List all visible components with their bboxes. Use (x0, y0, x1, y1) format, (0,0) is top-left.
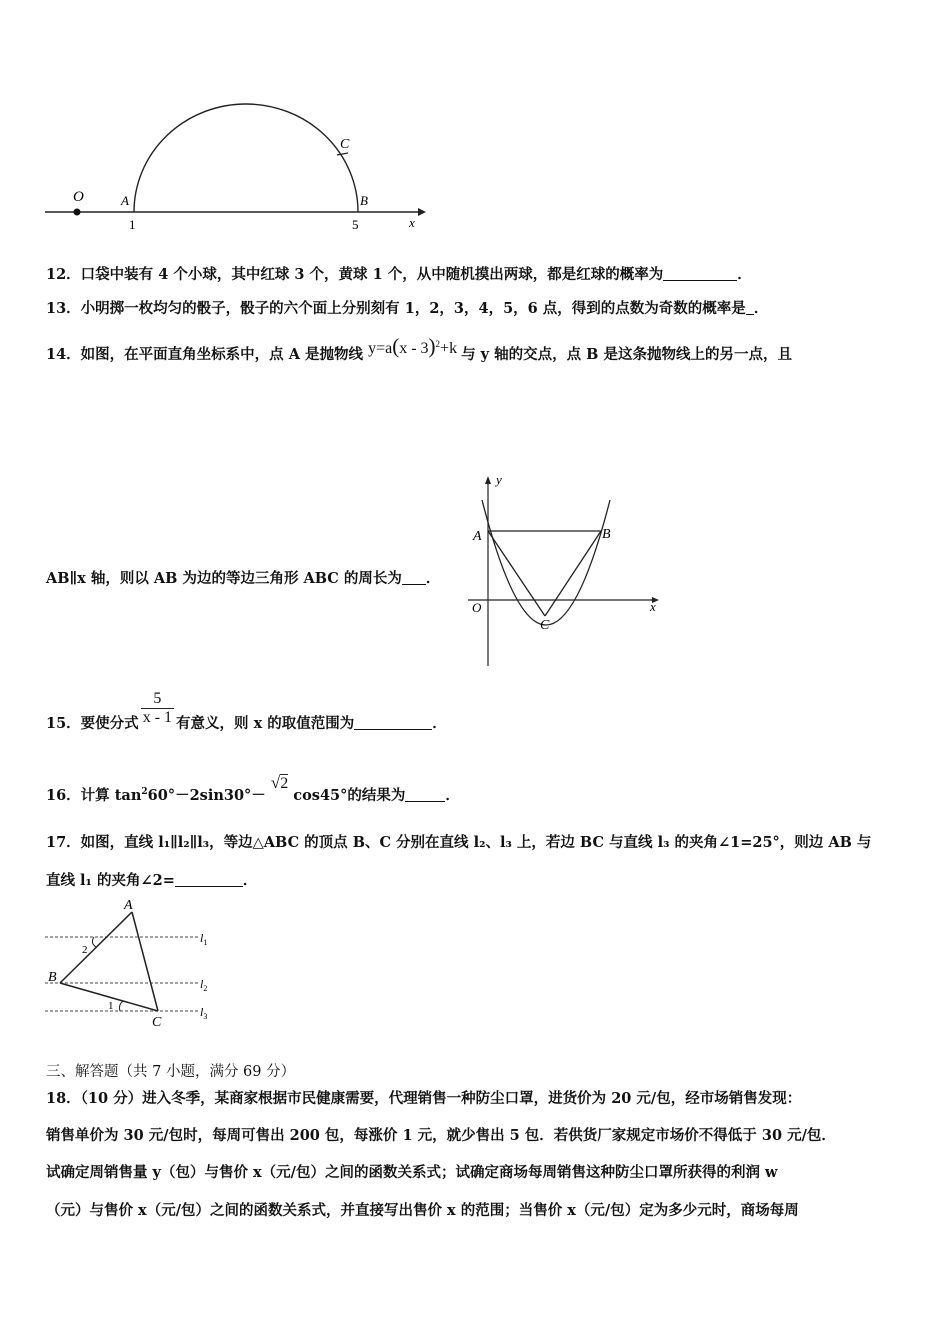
label-c: C (540, 618, 550, 633)
q12-end: ． (737, 266, 752, 283)
q14-formula-b: x - 3 (399, 340, 429, 357)
q14-formula-exp: 2 (435, 339, 441, 349)
label-o: O (73, 189, 84, 205)
q14-text-a: 14．如图，在平面直角坐标系中，点 A 是抛物线 (46, 346, 364, 363)
q14-formula-a: y=a (368, 340, 393, 357)
segment-ac (488, 531, 545, 616)
q15-text: 15．要使分式 (46, 715, 139, 732)
q14-text-c: AB∥x 轴，则以 AB 为边的等边三角形 ABC 的周长为 (46, 570, 402, 587)
question-17 (46, 831, 871, 852)
q17-text-a: 17．如图，直线 l₁∥l₂∥l₃，等边△ABC 的顶点 B、C 分别在直线 l₂、l₃ 上，若边 BC 与直线 l₃ 的夹角∠1=25°，则边 AB 与 (46, 834, 872, 851)
label-a: A (121, 193, 129, 208)
label-b: B (360, 193, 368, 208)
label-o: O (472, 600, 482, 615)
label-b: B (602, 527, 611, 542)
parabola-curve (482, 500, 610, 625)
label-b: B (48, 970, 57, 985)
semicircle-arc (134, 104, 358, 212)
point-o-dot (74, 209, 81, 216)
label-c: C (152, 1015, 162, 1030)
y-axis-arrow-icon (485, 476, 491, 484)
q15-fraction (141, 690, 174, 727)
question-18-line-4 (46, 1199, 799, 1220)
q16-text: 16．计算 tan (46, 787, 142, 804)
q14-answer-blank[interactable] (402, 570, 426, 585)
side-ac (132, 912, 158, 1011)
side-ab (60, 912, 132, 983)
q16-text-c: cos45°的结果为 (293, 787, 406, 804)
arrow-head-icon (418, 208, 426, 216)
label-x: x (409, 215, 415, 230)
q13-end: ． (753, 300, 769, 317)
q17-text-b: 直线 l₁ 的夹角∠2= (46, 872, 175, 889)
question-18-line-2 (46, 1124, 836, 1145)
question-12 (46, 263, 752, 284)
q16-sqrt: √2 (270, 773, 289, 792)
label-y: y (496, 472, 502, 487)
q16-exp: 2 (141, 787, 148, 797)
angle-label-1: 1 (108, 1000, 114, 1012)
q14-formula-c: +k (440, 340, 458, 357)
section-3-heading (46, 1060, 295, 1081)
q17-answer-blank[interactable] (175, 872, 243, 887)
q16-answer-blank[interactable] (405, 787, 445, 802)
question-13 (46, 297, 768, 318)
angle-2-arc (92, 937, 96, 947)
label-a: A (473, 529, 482, 544)
q14-end: ． (425, 570, 441, 587)
q15-numerator: 5 (153, 690, 162, 707)
q16-text-b: 60°－2sin30°－ (147, 787, 266, 804)
label-l2: $l_2$ (200, 977, 208, 993)
question-14 (46, 334, 792, 365)
section-3-title: 三、解答题（共 7 小题，满分 69 分） (46, 1064, 296, 1080)
label-c: C (340, 137, 350, 152)
arc-tick-c (337, 153, 348, 155)
q13-answer-blank[interactable] (746, 300, 754, 315)
question-18-line-1 (46, 1087, 801, 1108)
figure-parabola-triangle (460, 470, 670, 670)
q16-end: ． (445, 787, 460, 804)
q17-end: ． (242, 872, 258, 889)
q15-denominator: x - 1 (142, 709, 173, 726)
q12-text: 12．口袋中装有 4 个小球，其中红球 3 个，黄球 1 个，从中随机摸出两球，都是红球的概率为 (46, 266, 664, 283)
question-16 (46, 773, 460, 805)
q12-answer-blank[interactable] (663, 266, 737, 281)
label-x: x (650, 599, 656, 614)
q18-line-2: 销售单价为 30 元/包时，每周可售出 200 包，每涨价 1 元，就少售出 5 包．若供货厂家规定市场价不得低于 30 元/包． (46, 1127, 836, 1144)
figure-parallel-lines-triangle (40, 895, 230, 1035)
q15-end: ． (432, 715, 447, 732)
q18-line-4: （元）与售价 x（元/包）之间的函数关系式，并直接写出售价 x 的范围；当售价 x（元/包）定为多少元时，商场每周 (46, 1202, 799, 1219)
question-18-line-3 (46, 1161, 778, 1182)
tick-label-1: 1 (129, 217, 136, 232)
label-a: A (124, 898, 133, 913)
figure-semicircle-number-line (40, 95, 440, 235)
angle-1-arc (119, 1001, 123, 1011)
label-l1: $l_1$ (200, 931, 208, 947)
q18-line-1: 18．（10 分）进入冬季，某商家根据市民健康需要，代理销售一种防尘口罩，进货价为 20 元/包，经市场销售发现： (46, 1090, 802, 1107)
tick-label-5: 5 (352, 217, 359, 232)
q15-text-b: 有意义，则 x 的取值范围为 (176, 715, 355, 732)
angle-label-2: 2 (82, 944, 88, 956)
question-14-cont (46, 567, 440, 588)
q16-sqrt-value: 2 (280, 775, 289, 792)
q13-text: 13．小明掷一枚均匀的骰子，骰子的六个面上分别刻有 1，2，3，4，5，6 点，得到的点数为奇数的概率是 (46, 300, 746, 317)
label-l3: $l_3$ (200, 1005, 208, 1021)
question-17-cont (46, 869, 257, 890)
question-15 (46, 690, 447, 732)
q15-answer-blank[interactable] (354, 715, 432, 730)
q14-formula: y=a(x - 3)$^2$+k (368, 334, 458, 358)
q18-line-3: 试确定周销售量 y（包）与售价 x（元/包）之间的函数关系式；试确定商场每周销售这种防尘口罩所获得的利润 w (46, 1164, 778, 1181)
q14-text-b: 与 y 轴的交点，点 B 是这条抛物线上的另一点，且 (461, 346, 792, 363)
